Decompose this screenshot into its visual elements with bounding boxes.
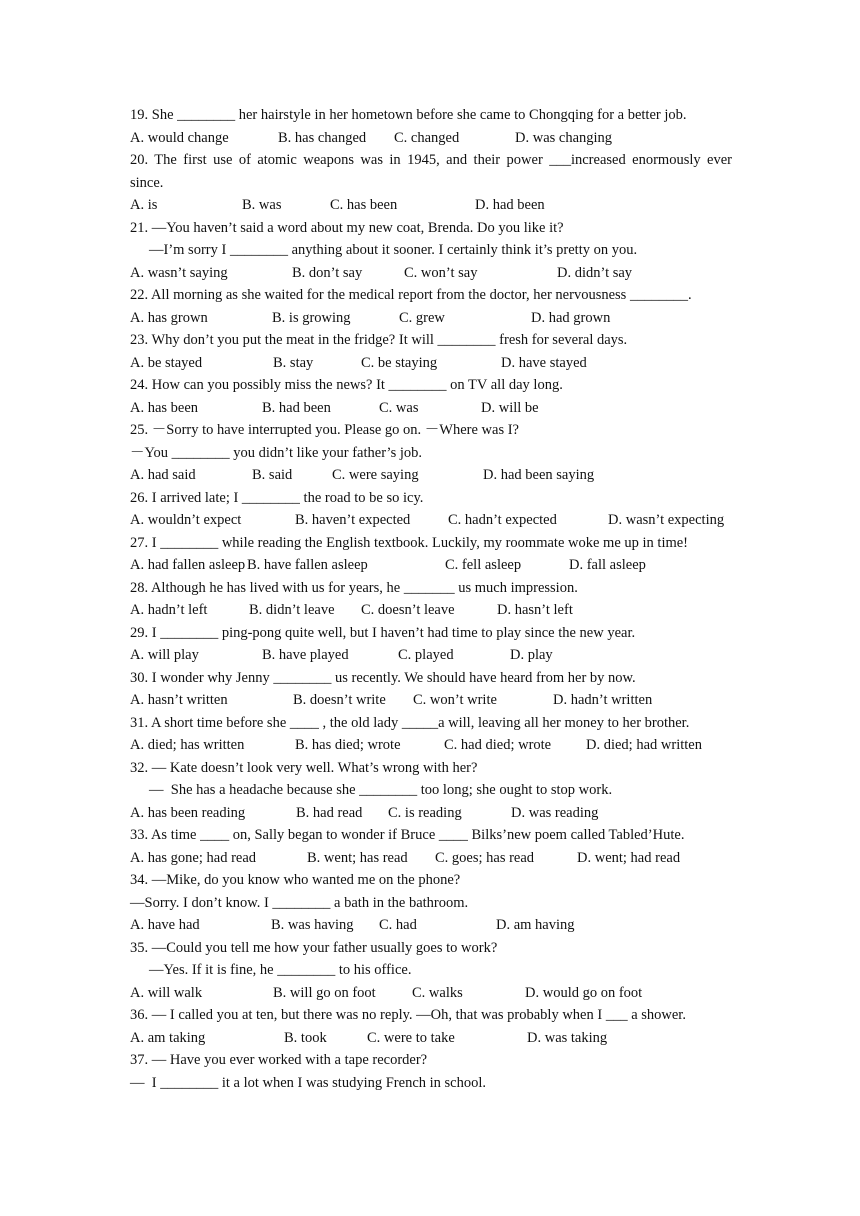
answer-option-c: C. had: [379, 917, 417, 933]
answer-option-c: C. hadn’t expected: [448, 512, 557, 528]
answer-option-b: B. said: [252, 467, 293, 483]
answer-option-c: C. walks: [412, 984, 463, 1001]
question-stem: 24. How can you possibly miss the news? It ________ on TV all day long.: [130, 377, 563, 393]
answer-option-d: D. had been saying: [483, 467, 595, 483]
answer-option-d: D. am having: [496, 917, 575, 933]
answer-option-a: A. would change: [130, 129, 229, 146]
answer-option-a: A. has gone; had read: [130, 849, 257, 866]
answer-option-b: B. was: [242, 197, 282, 213]
answer-option-b: B. don’t say: [292, 264, 363, 281]
answer-option-a: A. died; has written: [130, 737, 245, 753]
answer-option-a: A. had fallen asleep: [130, 557, 246, 573]
question-stem: 27. I ________ while reading the English textbook. Luckily, my roommate woke me up in time!: [130, 534, 689, 551]
answer-option-d: D. died; had written: [586, 737, 702, 753]
answer-option-b: B. has changed: [278, 129, 367, 146]
question-stem: 37. — Have you ever worked with a tape recorder?: [130, 1052, 428, 1068]
answer-option-c: C. played: [398, 647, 454, 663]
answer-option-b: B. will go on foot: [273, 984, 376, 1001]
answer-option-a: A. is: [130, 197, 158, 213]
question-line: —Yes. If it is fine, he ________ to his office.: [149, 962, 412, 978]
answer-option-d: D. wasn’t expecting: [608, 512, 725, 528]
answer-option-d: D. was changing: [515, 129, 613, 146]
answer-option-c: C. changed: [394, 129, 460, 146]
answer-option-d: D. will be: [481, 399, 539, 416]
answer-option-b: B. took: [284, 1029, 327, 1046]
answer-option-b: B. is growing: [272, 309, 351, 326]
answer-option-c: C. had died; wrote: [444, 737, 552, 753]
answer-option-d: D. hasn’t left: [497, 602, 573, 618]
answer-option-b: B. doesn’t write: [293, 692, 386, 708]
answer-option-b: B. have played: [262, 647, 349, 663]
answer-option-b: B. went; has read: [307, 849, 408, 866]
answer-option-c: C. fell asleep: [445, 557, 522, 573]
answer-option-d: D. didn’t say: [557, 264, 633, 281]
answer-option-a: A. has grown: [130, 309, 208, 326]
question-line: －You ________ you didn’t like your father’s job.: [130, 444, 423, 461]
question-stem: 30. I wonder why Jenny ________ us recently. We should have heard from her by now.: [130, 669, 636, 686]
answer-option-a: A. will walk: [130, 984, 203, 1001]
answer-option-c: C. doesn’t leave: [361, 602, 455, 618]
answer-option-b: B. was having: [271, 917, 354, 933]
question-stem: 36. — I called you at ten, but there was no reply. —Oh, that was probably when I ___ a shower.: [130, 1007, 686, 1023]
answer-option-a: A. will play: [130, 647, 199, 663]
answer-option-b: B. haven’t expected: [295, 512, 411, 528]
question-line: —I’m sorry I ________ anything about it sooner. I certainly think it’s pretty on you.: [149, 242, 638, 258]
answer-option-c: C. won’t say: [404, 264, 478, 281]
answer-option-c: C. grew: [399, 309, 445, 326]
answer-option-d: D. went; had read: [577, 849, 681, 866]
answer-option-b: B. stay: [273, 354, 314, 371]
question-stem: 22. All morning as she waited for the medical report from the doctor, her nervousness ________.: [130, 287, 692, 303]
question-line: —Sorry. I don’t know. I ________ a bath in the bathroom.: [130, 894, 469, 911]
answer-option-a: A. be stayed: [130, 354, 203, 371]
answer-option-a: A. has been reading: [130, 804, 246, 821]
answer-option-c: C. be staying: [361, 354, 438, 371]
answer-option-b: B. have fallen asleep: [247, 557, 368, 573]
question-line: since.: [130, 174, 164, 191]
question-stem: 19. She ________ her hairstyle in her hometown before she came to Chongqing for a better job.: [130, 107, 687, 123]
question-stem: 20. The first use of atomic weapons was in 1945, and their power ___increased enormously ever: [130, 152, 732, 168]
question-stem: 32. — Kate doesn’t look very well. What’s wrong with her?: [130, 759, 478, 776]
answer-option-c: C. were saying: [332, 467, 419, 483]
question-stem: 21. —You haven’t said a word about my new coat, Brenda. Do you like it?: [130, 219, 564, 236]
answer-option-b: B. had read: [296, 804, 363, 821]
question-line: — She has a headache because she ________ too long; she ought to stop work.: [149, 782, 613, 798]
answer-option-a: A. wasn’t saying: [130, 264, 228, 281]
question-stem: 35. —Could you tell me how your father usually goes to work?: [130, 939, 498, 956]
answer-option-a: A. am taking: [130, 1029, 206, 1046]
answer-option-a: A. had said: [130, 467, 196, 483]
answer-option-b: B. had been: [262, 399, 331, 416]
answer-option-d: D. hadn’t written: [553, 692, 653, 708]
question-stem: 34. —Mike, do you know who wanted me on the phone?: [130, 872, 461, 888]
answer-option-d: D. had been: [475, 197, 545, 213]
answer-option-c: C. has been: [330, 197, 398, 213]
answer-option-c: C. were to take: [367, 1029, 455, 1046]
answer-option-d: D. fall asleep: [569, 557, 646, 573]
answer-option-a: A. have had: [130, 917, 200, 933]
answer-option-c: C. is reading: [388, 804, 462, 821]
answer-option-a: A. has been: [130, 399, 199, 416]
answer-option-c: C. won’t write: [413, 692, 497, 708]
answer-option-a: A. hasn’t written: [130, 692, 228, 708]
answer-option-d: D. was taking: [527, 1029, 608, 1046]
question-stem: 28. Although he has lived with us for years, he _______ us much impression.: [130, 579, 578, 596]
question-line: — I ________ it a lot when I was studying French in school.: [130, 1074, 487, 1091]
question-stem: 23. Why don’t you put the meat in the fridge? It will ________ fresh for several days.: [130, 332, 628, 348]
question-stem: 29. I ________ ping-pong quite well, but I haven’t had time to play since the new year.: [130, 624, 636, 641]
answer-option-c: C. goes; has read: [435, 849, 535, 866]
answer-option-d: D. was reading: [511, 804, 599, 821]
answer-option-d: D. had grown: [531, 309, 611, 326]
answer-option-b: B. didn’t leave: [249, 602, 335, 618]
answer-option-d: D. play: [510, 647, 553, 663]
answer-option-d: D. would go on foot: [525, 984, 643, 1001]
question-stem: 25. －Sorry to have interrupted you. Please go on. －Where was I?: [130, 422, 519, 438]
answer-option-d: D. have stayed: [501, 354, 587, 371]
answer-option-a: A. wouldn’t expect: [130, 512, 242, 528]
question-stem: 33. As time ____ on, Sally began to wonder if Bruce ____ Bilks’new poem called Tabled’Hute.: [130, 827, 685, 843]
answer-option-c: C. was: [379, 399, 419, 416]
question-stem: 31. A short time before she ____ , the old lady _____a will, leaving all her money to her brother.: [130, 714, 690, 731]
answer-option-b: B. has died; wrote: [295, 737, 401, 753]
answer-option-a: A. hadn’t left: [130, 602, 208, 618]
question-stem: 26. I arrived late; I ________ the road to be so icy.: [130, 489, 424, 506]
